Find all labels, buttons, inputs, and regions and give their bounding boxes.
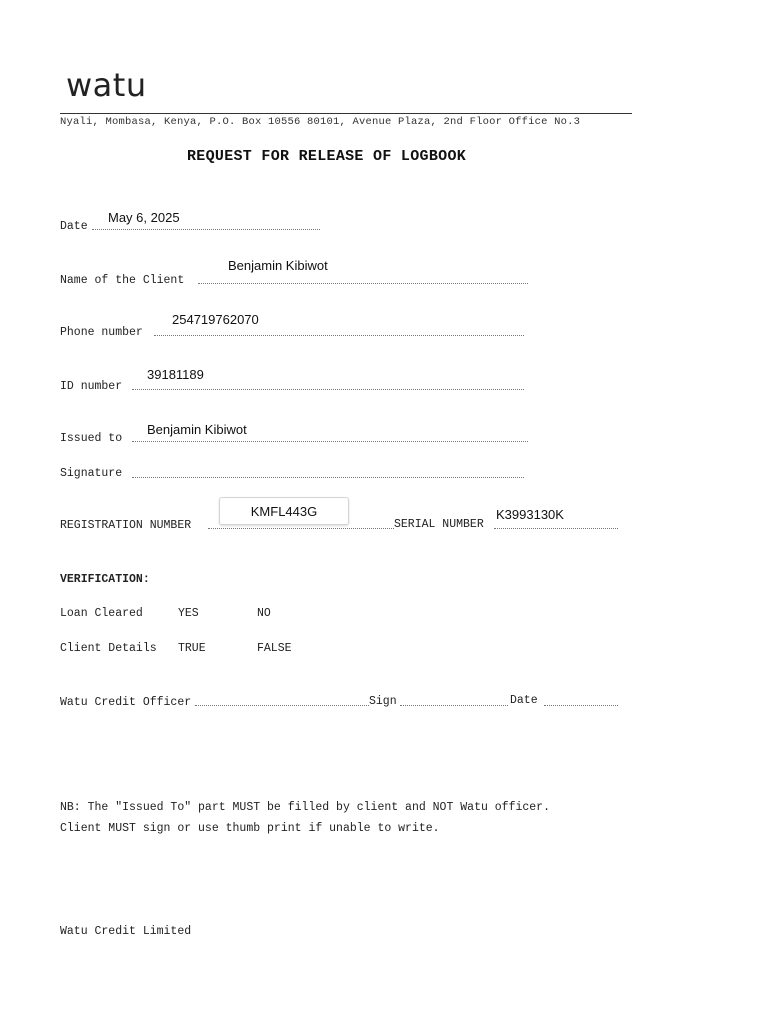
credit-officer-label: Watu Credit Officer — [60, 696, 192, 709]
signature-label: Signature — [60, 467, 123, 480]
id-number-field[interactable]: 39181189 — [147, 367, 204, 382]
credit-officer-line[interactable] — [195, 705, 369, 706]
registration-label: REGISTRATION NUMBER — [60, 519, 192, 532]
officer-date-line[interactable] — [544, 705, 618, 706]
officer-sign-label: Sign — [369, 695, 397, 708]
verification-heading: VERIFICATION: — [60, 573, 150, 586]
issued-to-field[interactable]: Benjamin Kibiwot — [147, 422, 247, 437]
client-name-line — [198, 283, 528, 284]
serial-line — [494, 528, 618, 529]
phone-field[interactable]: 254719762070 — [172, 312, 259, 327]
phone-line — [154, 335, 524, 336]
serial-number-field[interactable]: K3993130K — [496, 507, 564, 522]
company-address: Nyali, Mombasa, Kenya, P.O. Box 10556 80101, Avenue Plaza, 2nd Floor Office No.3 — [60, 116, 581, 128]
footer-company: Watu Credit Limited — [60, 925, 192, 938]
id-number-label: ID number — [60, 380, 123, 393]
note-line-1: NB: The "Issued To" part MUST be filled by client and NOT Watu officer. — [60, 801, 550, 814]
issued-to-label: Issued to — [60, 432, 123, 445]
client-name-field[interactable]: Benjamin Kibiwot — [228, 258, 328, 273]
date-label: Date — [60, 220, 88, 233]
watu-logo: watu — [66, 66, 147, 104]
loan-cleared-no[interactable]: NO — [257, 607, 271, 620]
client-details-true[interactable]: TRUE — [178, 642, 206, 655]
loan-cleared-yes[interactable]: YES — [178, 607, 199, 620]
client-details-label: Client Details — [60, 642, 157, 655]
loan-cleared-label: Loan Cleared — [60, 607, 143, 620]
document-title: REQUEST FOR RELEASE OF LOGBOOK — [187, 148, 467, 165]
officer-date-label: Date — [510, 694, 538, 707]
header-rule — [60, 113, 632, 114]
phone-label: Phone number — [60, 326, 143, 339]
registration-line — [208, 528, 394, 529]
client-details-false[interactable]: FALSE — [257, 642, 292, 655]
note-line-2: Client MUST sign or use thumb print if unable to write. — [60, 822, 440, 835]
date-field[interactable]: May 6, 2025 — [108, 210, 180, 225]
registration-number-field[interactable]: KMFL443G — [219, 497, 349, 525]
id-number-line — [132, 389, 524, 390]
date-line — [92, 229, 320, 230]
client-name-label: Name of the Client — [60, 274, 185, 287]
officer-sign-line[interactable] — [400, 705, 508, 706]
issued-to-line — [132, 441, 528, 442]
serial-label: SERIAL NUMBER — [394, 518, 484, 531]
signature-line[interactable] — [132, 477, 524, 478]
